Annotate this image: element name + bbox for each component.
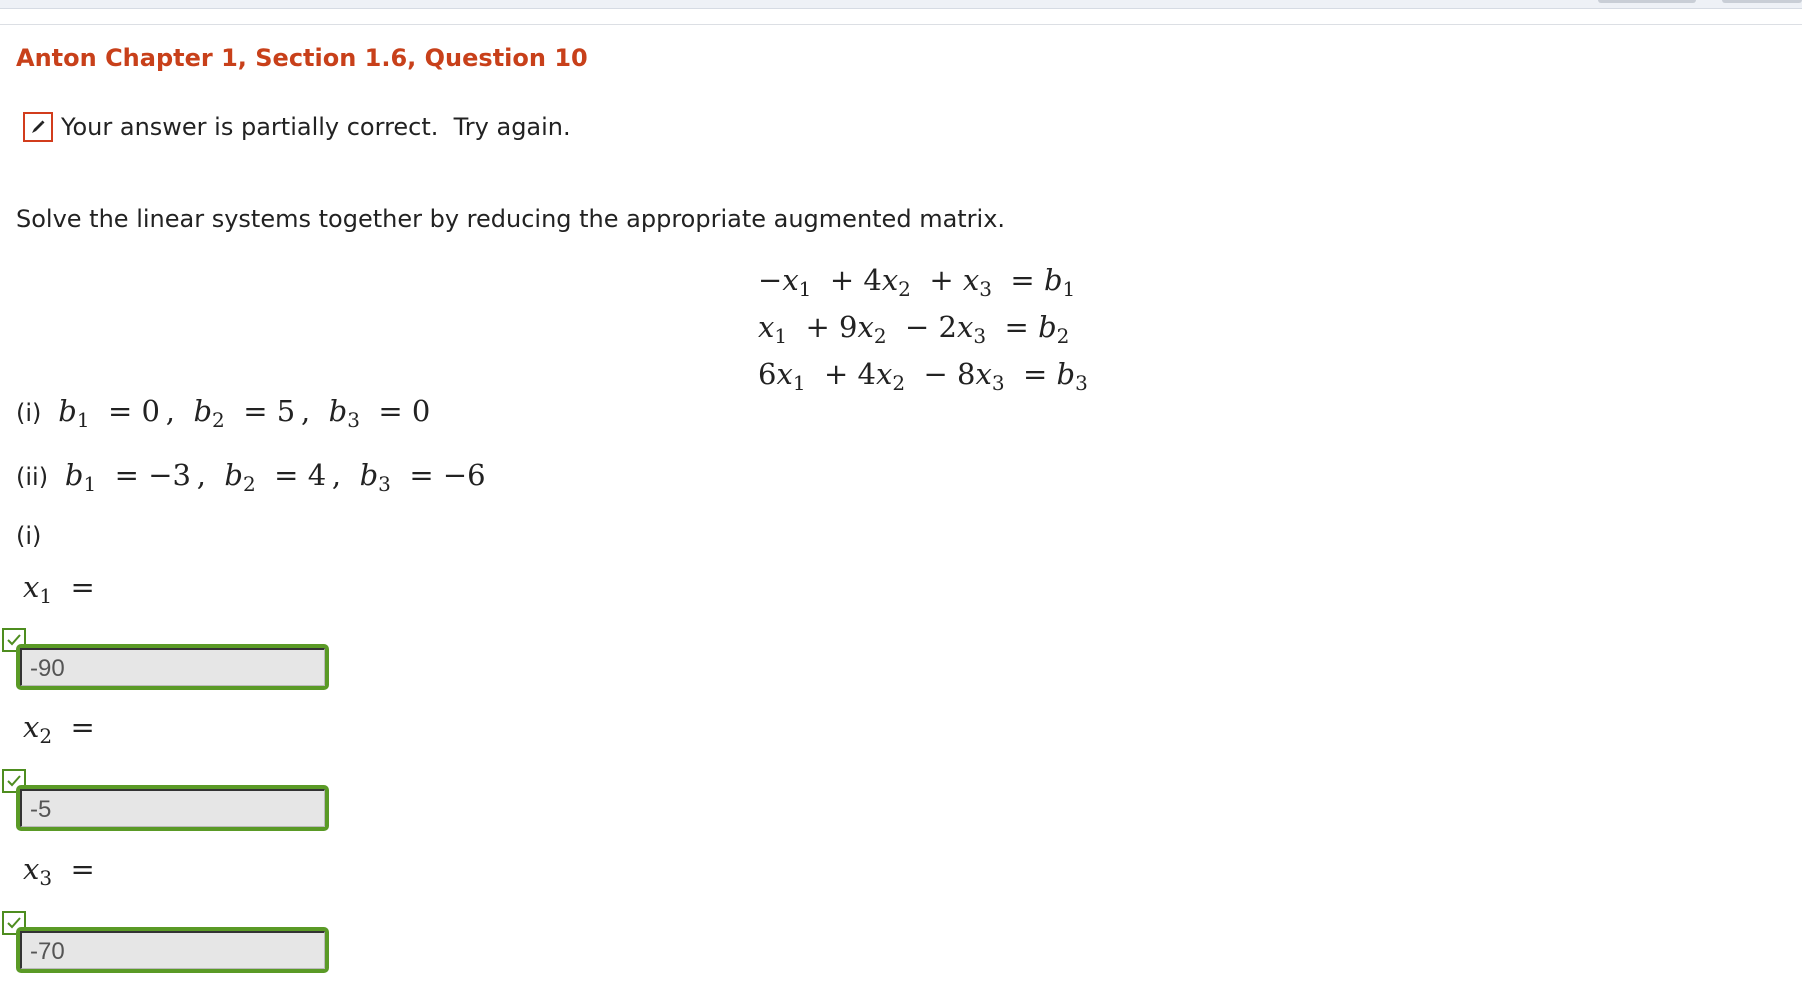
pencil-icon: [23, 112, 53, 142]
equation-1: $-x_1 + 4x_2 + x_3 = b_1$: [758, 263, 1076, 301]
x1-label: $x_1$ =: [23, 570, 95, 608]
x3-label: $x_3$ =: [23, 852, 95, 890]
part-label: (i): [16, 522, 42, 550]
case-i-line: (i) $b_1 = 0$ , $b_2 = 5$ , $b_3 = 0$: [16, 394, 431, 432]
case-ii-line: (ii) $b_1 = -3$ , $b_2 = 4$ , $b_3 = -6$: [16, 458, 486, 496]
case-label: (i): [16, 399, 42, 427]
x1-input[interactable]: -90: [20, 648, 325, 686]
header-divider: [0, 24, 1802, 25]
b2-value: 5: [276, 394, 296, 428]
b1-value: −3: [148, 458, 191, 492]
answer-status: [23, 112, 571, 142]
x3-input[interactable]: -70: [20, 931, 325, 969]
b3-value: −6: [442, 458, 486, 492]
x2-label: $x_2$ =: [23, 710, 95, 748]
equation-3: $6x_1 + 4x_2 - 8x_3 = b_3$: [758, 357, 1088, 395]
top-tab-stub: [1722, 0, 1802, 3]
x2-input[interactable]: -5: [20, 789, 325, 827]
answer-box-x1: [16, 644, 329, 690]
b1-value: 0: [141, 394, 160, 428]
status-message: Your answer is partially correct. Try again.: [61, 113, 571, 141]
case-label: (ii): [16, 463, 49, 491]
top-tab-stub: [1598, 0, 1696, 3]
b3-value: 0: [411, 394, 431, 428]
instruction-text: Solve the linear systems together by reducing the appropriate augmented matrix.: [16, 205, 1006, 233]
question-title: Anton Chapter 1, Section 1.6, Question 10: [16, 44, 588, 72]
answer-box-x3: [16, 927, 329, 973]
browser-top-strip: [0, 0, 1802, 9]
equation-2: $x_1 + 9x_2 - 2x_3 = b_2$: [758, 310, 1070, 348]
b2-value: 4: [307, 458, 327, 492]
answer-box-x2: [16, 785, 329, 831]
